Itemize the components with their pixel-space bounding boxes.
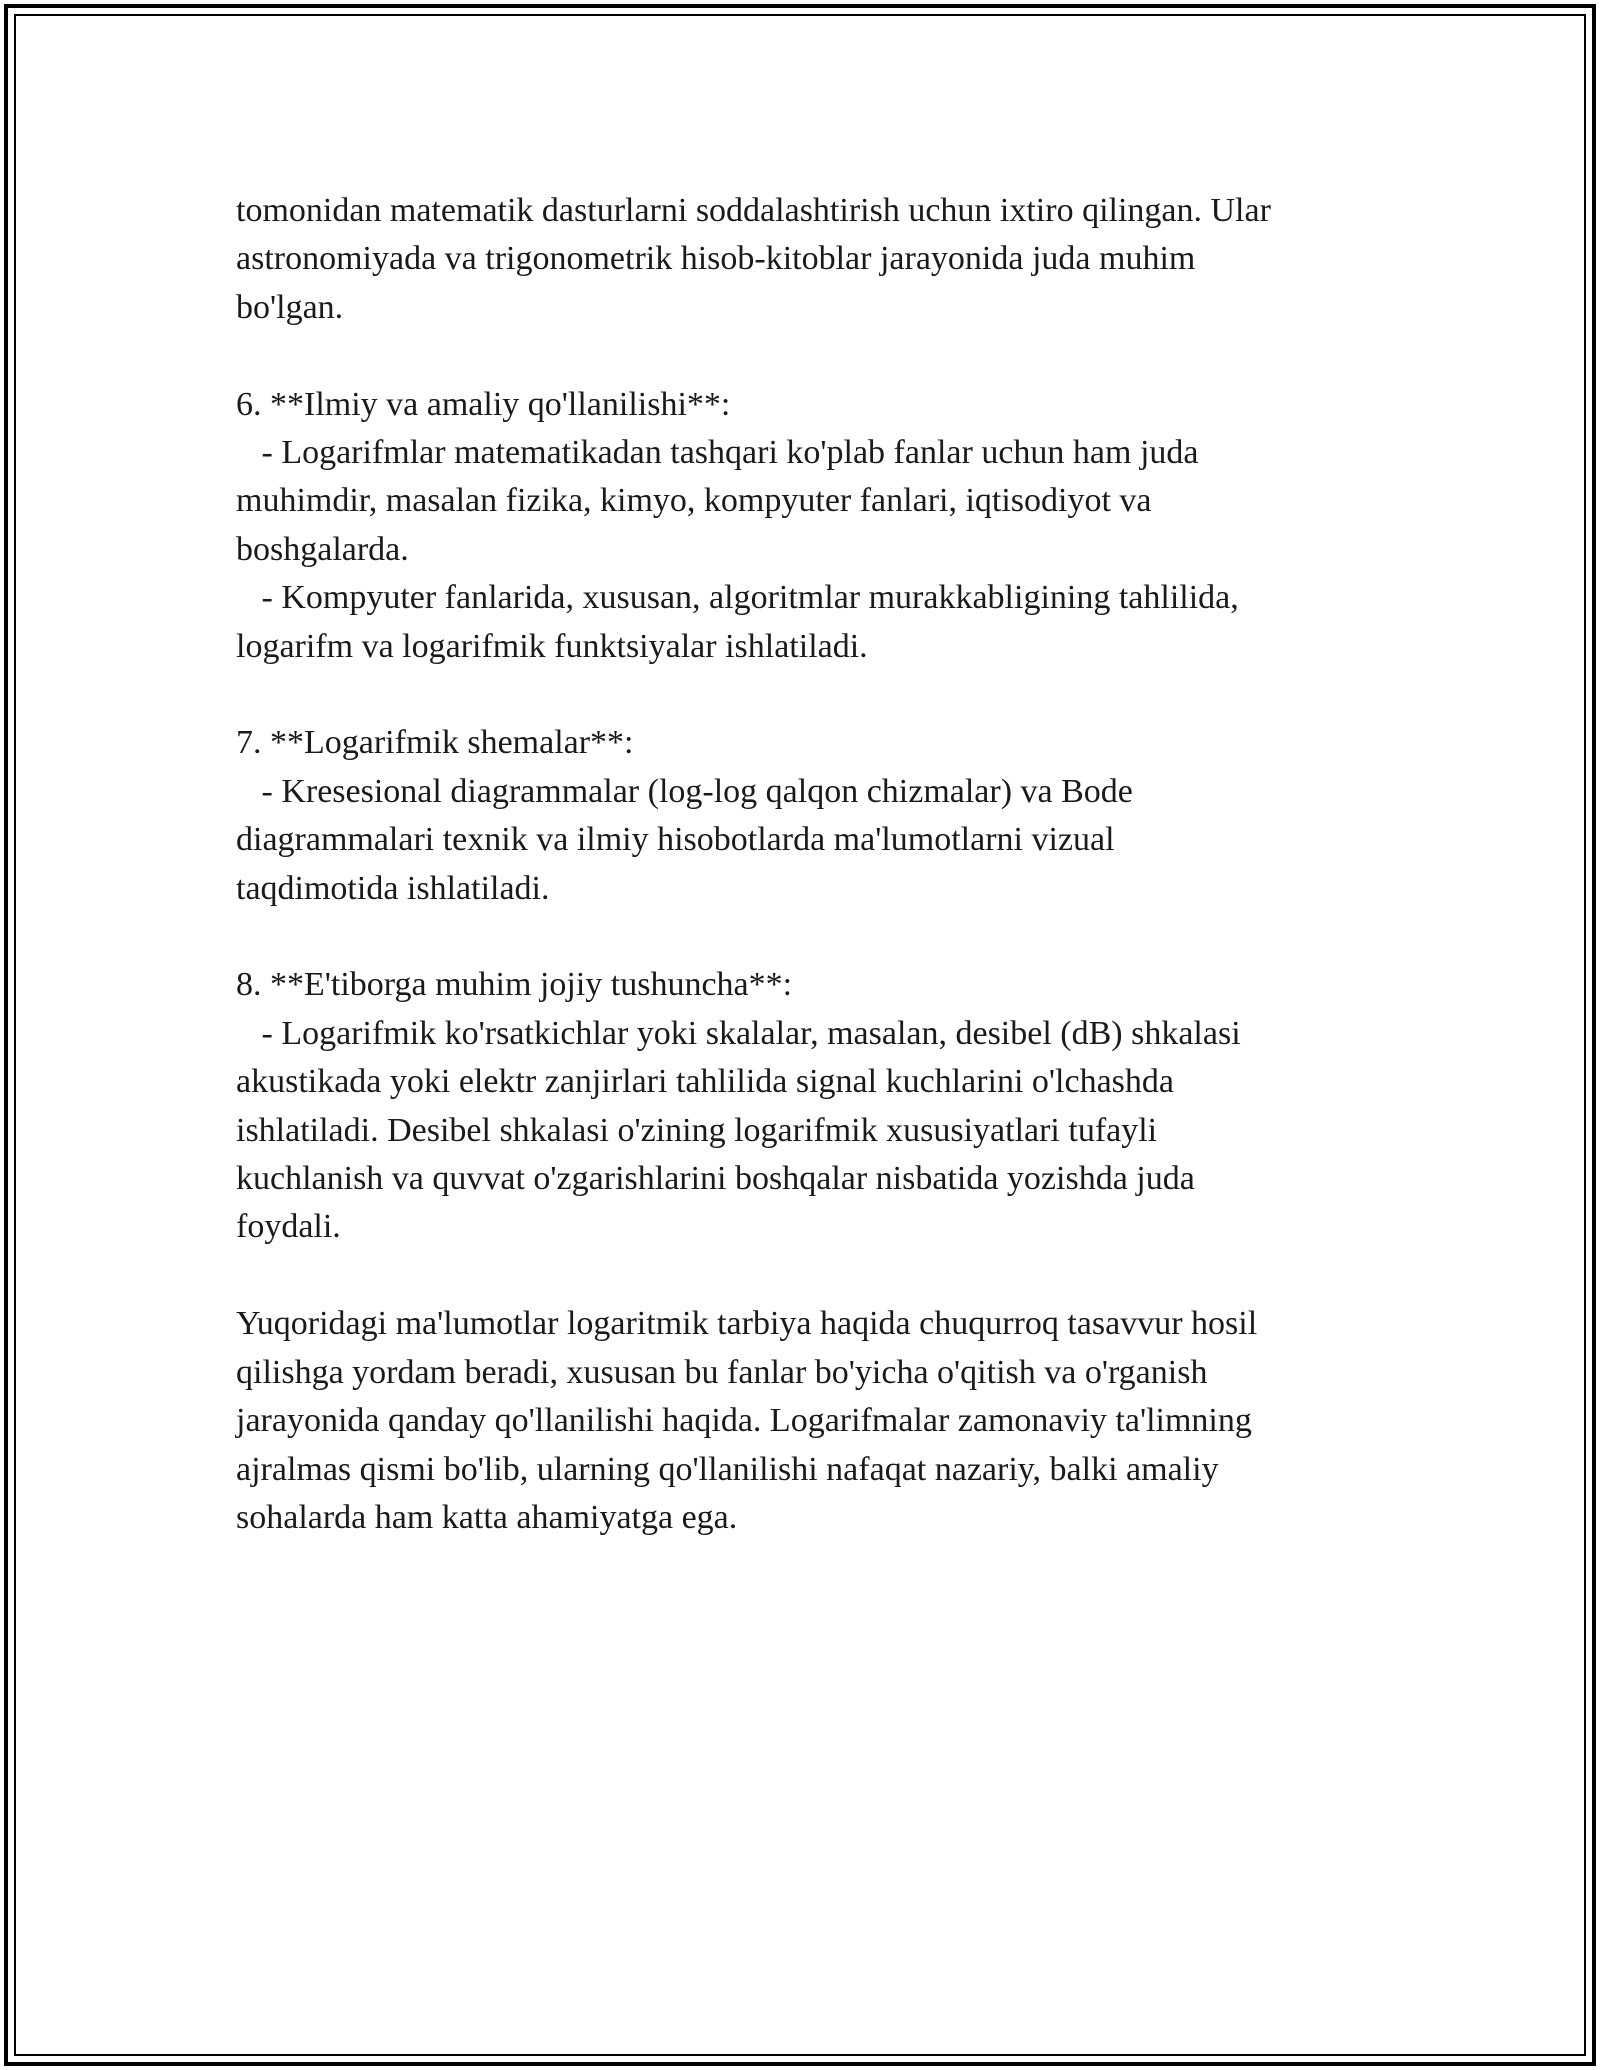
text-line: qilishga yordam beradi, xususan bu fanlar bo'yicha o'qitish va o'rganish	[236, 1353, 1208, 1391]
text-line: jarayonida qanday qo'llanilishi haqida. Logarifmalar zamonaviy ta'limning	[236, 1402, 1252, 1440]
text-line: tomonidan matematik dasturlarni soddalashtirish uchun ixtiro qilingan. Ular	[236, 192, 1271, 229]
section-heading: 6. **Ilmiy va amaliy qo'llanilishi**:	[236, 385, 731, 423]
text-line: - Kresesional diagrammalar (log-log qalqon chizmalar) va Bode	[236, 772, 1133, 810]
text-line: sohalarda ham katta ahamiyatga ega.	[236, 1498, 738, 1536]
text-line: ajralmas qismi bo'lib, ularning qo'llanilishi nafaqat nazariy, balki amaliy	[236, 1450, 1219, 1488]
text-line: kuchlanish va quvvat o'zgarishlarini boshqalar nisbatida yozishda juda	[236, 1160, 1195, 1198]
text-line: bo'lgan.	[236, 288, 344, 326]
section-heading: 7. **Logarifmik shemalar**:	[236, 724, 634, 762]
text-line: ishlatiladi. Desibel shkalasi o'zining logarifmik xususiyatlari tufayli	[236, 1111, 1158, 1149]
text-line: akustikada yoki elektr zanjirlari tahlilida signal kuchlarini o'lchashda	[236, 1063, 1174, 1101]
text-line: - Kompyuter fanlarida, xususan, algoritmlar murakkabligining tahlilida,	[236, 579, 1239, 617]
section-heading: 8. **E'tiborga muhim jojiy tushuncha**:	[236, 966, 793, 1004]
text-line: foydali.	[236, 1208, 341, 1246]
text-line: Yuqoridagi ma'lumotlar logaritmik tarbiya haqida chuqurroq tasavvur hosil	[236, 1305, 1258, 1343]
text-line: muhimdir, masalan fizika, kimyo, kompyuter fanlari, iqtisodiyot va	[236, 482, 1152, 520]
text-line: diagrammalari texnik va ilmiy hisobotlarda ma'lumotlarni vizual	[236, 821, 1115, 859]
blank-line	[236, 332, 1366, 380]
text-line: - Logarifmik ko'rsatkichlar yoki skalalar, masalan, desibel (dB) shkalasi	[236, 1014, 1241, 1052]
text-line: logarifm va logarifmik funktsiyalar ishlatiladi.	[236, 627, 868, 665]
text-line: - Logarifmlar matematikadan tashqari ko'plab fanlar uchun ham juda	[236, 434, 1199, 472]
text-line: taqdimotida ishlatiladi.	[236, 869, 550, 907]
text-line: boshgalarda.	[236, 530, 409, 568]
text-line: astronomiyada va trigonometrik hisob-kitoblar jarayonida juda muhim	[236, 240, 1196, 278]
blank-line	[236, 671, 1366, 719]
blank-line	[236, 1252, 1366, 1300]
blank-line	[236, 913, 1366, 961]
document-body	[236, 187, 1366, 1542]
